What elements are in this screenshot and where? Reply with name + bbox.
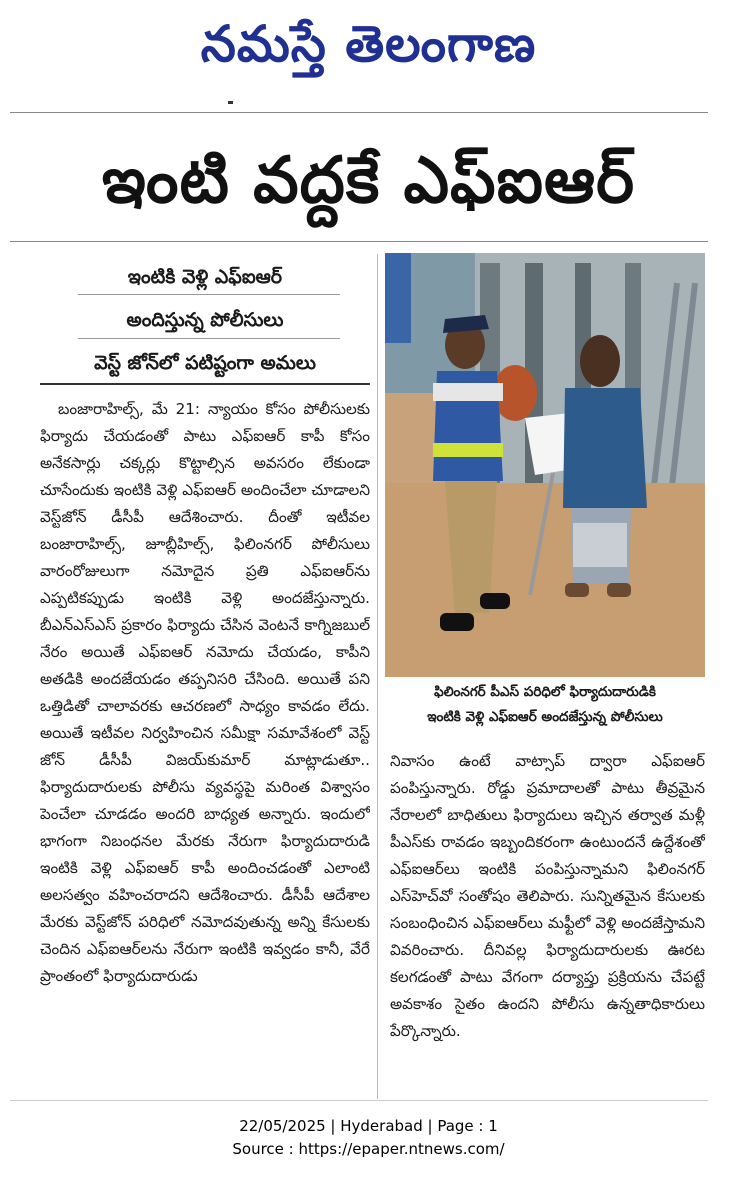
deck-divider-2 bbox=[78, 338, 340, 339]
deck-line-3: వెస్ట్ జోన్‌లో పటిష్టంగా అమలు bbox=[94, 352, 316, 374]
deck-bottom-rule bbox=[40, 383, 370, 385]
article-body-right bbox=[390, 748, 705, 1100]
footer-source: Source : https://epaper.ntnews.com/ bbox=[232, 1140, 505, 1158]
footer-dateline: 22/05/2025 | Hyderabad | Page : 1 bbox=[239, 1117, 498, 1135]
bottom-rule bbox=[10, 1100, 708, 1101]
separator-mark bbox=[228, 101, 233, 104]
newspaper-masthead: నమస్తే తెలంగాణ bbox=[200, 14, 537, 73]
deck-line-1: ఇంటికి వెళ్లి ఎఫ్ఐఆర్ bbox=[127, 266, 283, 288]
photo-illustration bbox=[385, 253, 705, 677]
caption-line-2: ఇంటికి వెళ్లి ఎఫ్ఐఆర్ అందజేస్తున్న పోలీసులు bbox=[427, 709, 663, 725]
photo-caption bbox=[385, 680, 705, 738]
caption-line-1: ఫిలింనగర్ పీఎస్ పరిధిలో ఫిర్యాదుదారుడికి bbox=[434, 684, 656, 700]
top-rule bbox=[10, 112, 708, 113]
news-photo bbox=[385, 253, 705, 677]
article-text-right: నివాసం ఉంటే వాట్సాప్ ద్వారా ఎఫ్ఐఆర్ పంపిస్తున్నారు. రోడ్డు ప్రమాదాలతో పాటు తీవ్రమైన నేరాలలో బాధితులు ఫిర్యాదులు ఇచ్చిన తర్వాత మళ్లీ పీఎస్‌కు రావడం ఇబ్బందికరంగా ఉంటుందనే ఉద్దేశంతో ఎఫ్ఐఆర్‌లు ఇంటికి పంపిస్తున్నామని ఫిలింనగర్ ఎస్‌హెచ్‌వో సంతోషం తెలిపారు. సున్నితమైన కేసులకు సంబంధించిన ఎఫ్ఐఆర్‌లు మఫ్టీలో వెళ్లి అందజేస్తామని వివరించారు. దీనివల్ల ఫిర్యాదుదారులకు ఊరట కలగడంతో పాటు వేగంగా దర్యాప్తు ప్రక్రియను చేపట్టే అవకాశం సైతం ఉందని పోలీసు ఉన్నతాధికారులు పేర్కొన్నారు. bbox=[390, 752, 705, 1040]
column-divider bbox=[377, 254, 378, 1099]
deck-line-2: అందిస్తున్న పోలీసులు bbox=[126, 309, 284, 331]
article-text-left: బంజారాహిల్స్, మే 21: న్యాయం కోసం పోలీసులకు ఫిర్యాదు చేయడంతో పాటు ఎఫ్ఐఆర్ కాపీ కోసం అనేకసార్లు చక్కర్లు కొట్టాల్సిన అవసరం లేకుండా చూసేందుకు ఇంటికి వెళ్లి ఎఫ్ఐఆర్ అందించేలా చూడాలని వెస్ట్‌జోన్ డీసీపీ ఆదేశించారు. దీంతో ఇటీవల బంజారాహిల్స్, జూబ్లీహిల్స్, ఫిలింనగర్ పోలీసులు వారంరోజులుగా నమోదైన ప్రతి ఎఫ్ఐఆర్‌ను ఎప్పటికప్పుడు ఇంటికి వెళ్లి అందజేస్తున్నారు. బీఎన్ఎస్ఎస్ ప్రకారం ఫిర్యాదు చేసిన వెంటనే కాగ్నిజబుల్ నేరం అయితే ఎఫ్ఐఆర్ నమోదు చేయడం, కాపీని అతడికి అందజేయడం తప్పనిసరి చేసింది. అయితే పని ఒత్తిడితో చాలావరకు ఆచరణలో సాధ్యం కావడం లేదు. అయితే ఇటీవల నిర్వహించిన సమీక్షా సమావేశంలో వెస్ట్ జోన్ డీసీపీ విజయ్‌కుమార్ మాట్లాడుతూ.. ఫిర్యాదుదారులకు పోలీసు వ్యవస్థపై మరింత విశ్వాసం పెంచేలా చూడడం అందరి బాధ్యత అన్నారు. ఇందులో భాగంగా నిబంధనల మేరకు నేరుగా ఫిర్యాదుదారుడి ఇంటికి వెళ్లి ఎఫ్ఐఆర్ కాపీ అందించడంతో ఎలాంటి అలసత్వం వహించరాదని ఆదేశించారు. డీసీపీ ఆదేశాల మేరకు వెస్ట్‌జోన్ పరిధిలో నమోదవుతున్న అన్ని కేసులకు చెందిన ఎఫ్ఐఆర్‌లను నేరుగా ఇంటికి ఇవ్వడం కానీ, వేరే ప్రాంతంలో ఫిర్యాదుదారుడు bbox=[40, 400, 370, 985]
article-body-left bbox=[40, 396, 370, 1106]
article-headline: ఇంటి వద్దకే ఎఫ్ఐఆర్ bbox=[101, 144, 636, 218]
deck-divider-1 bbox=[78, 294, 340, 295]
headline-rule bbox=[10, 241, 708, 242]
